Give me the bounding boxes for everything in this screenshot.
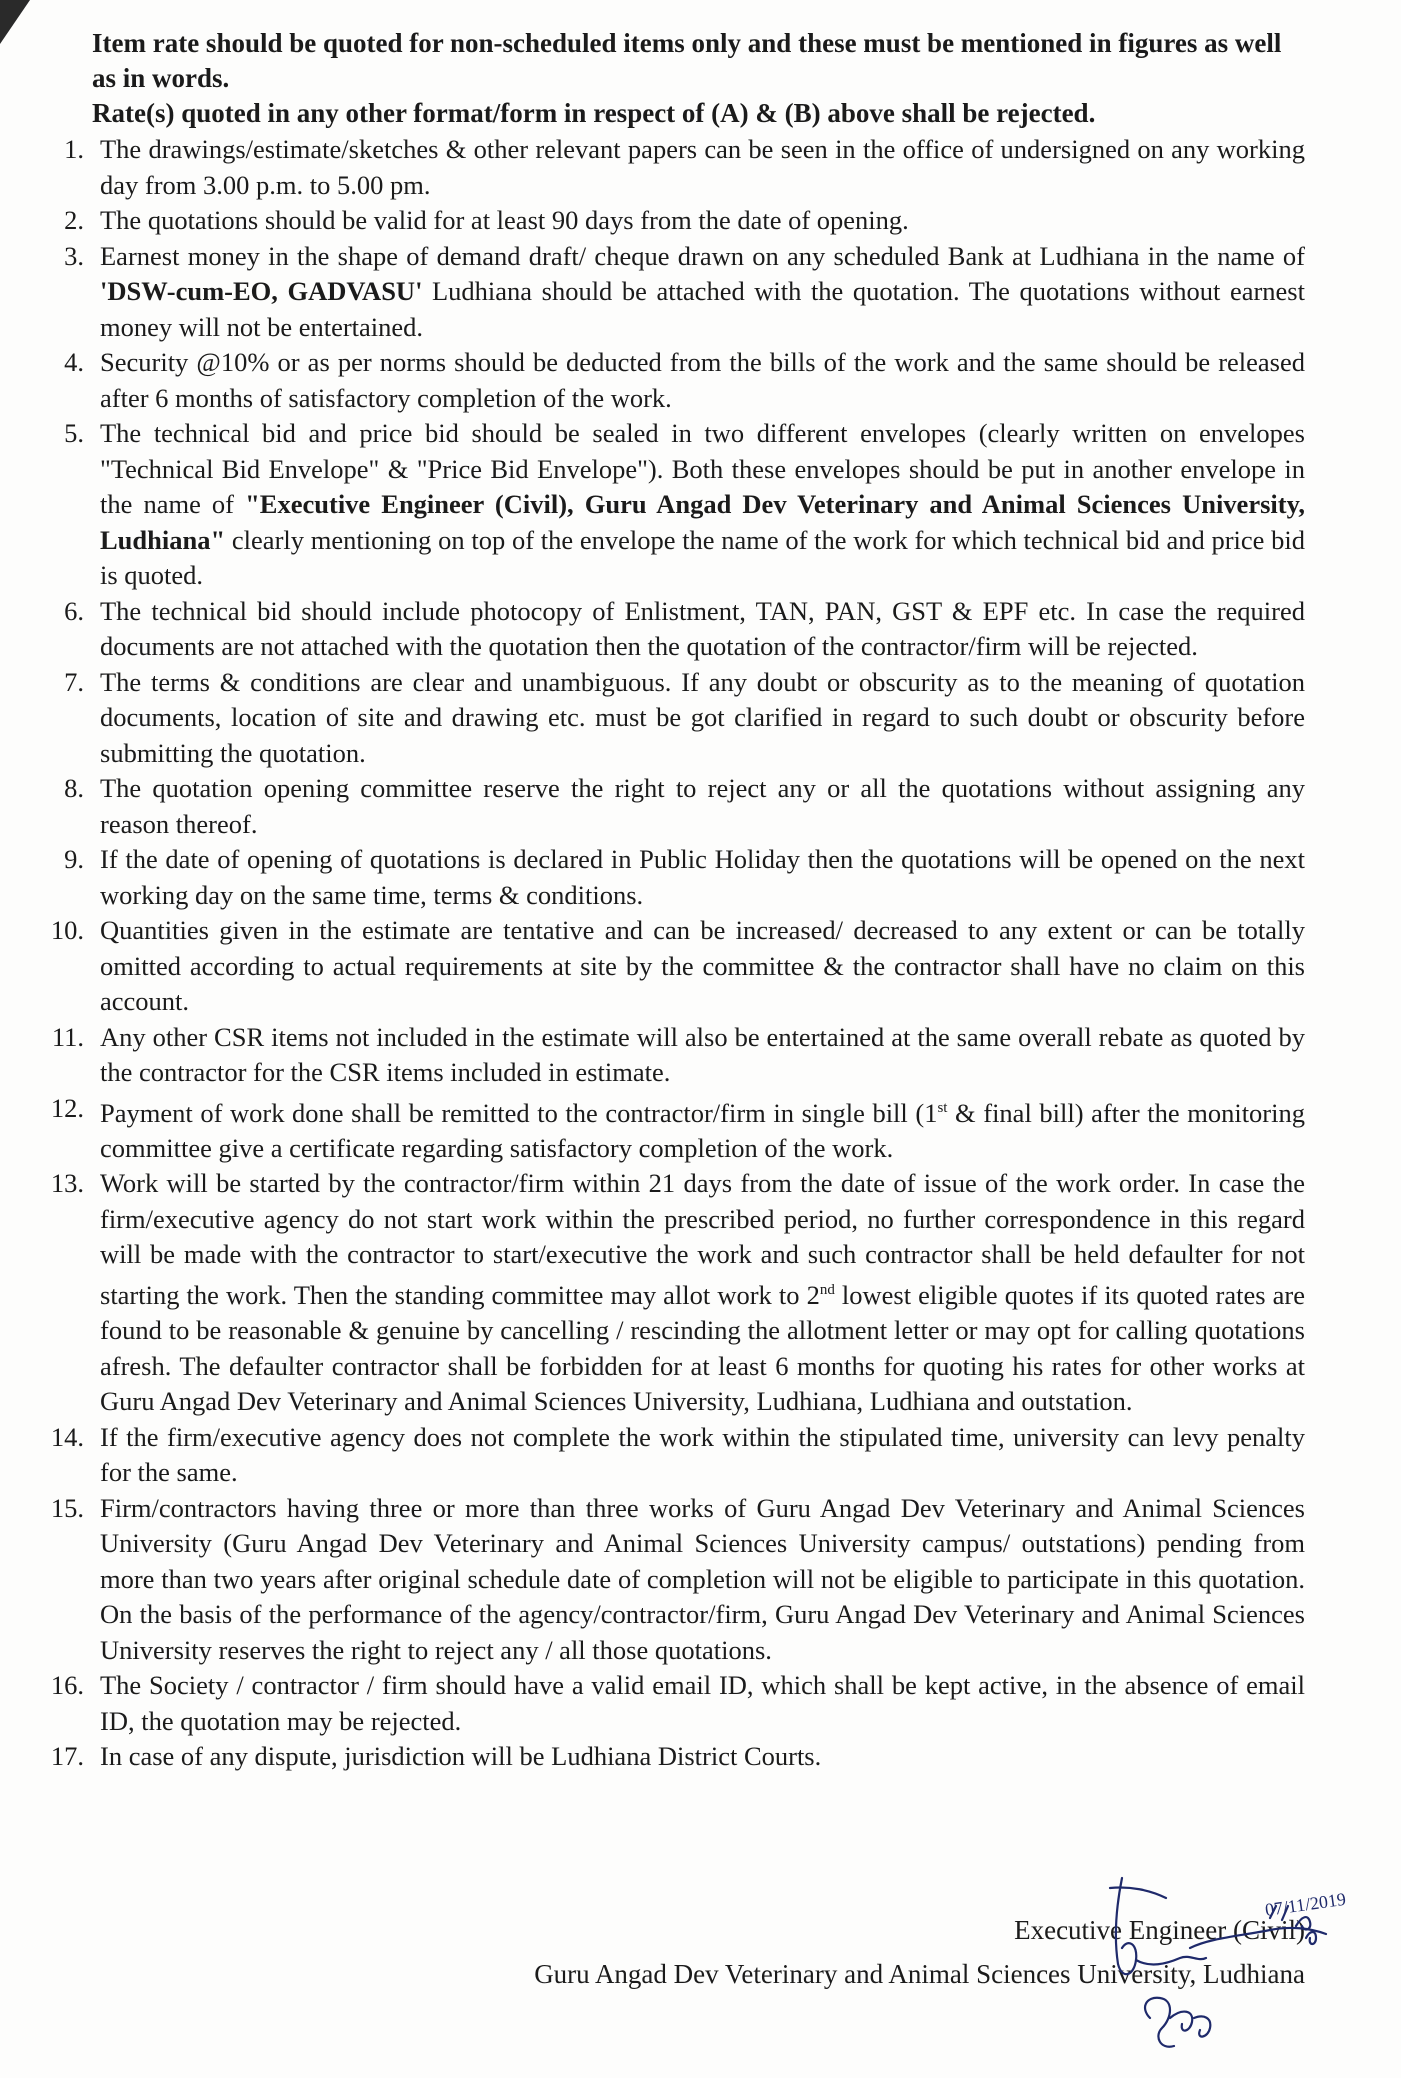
term-number: 15. <box>50 1492 84 1523</box>
term-item <box>40 1020 1305 1091</box>
term-number: 16. <box>50 1670 84 1701</box>
term-text-part: Work will be started by the contractor/firm within 21 days from the date of issue of the work order. In case the firm/executive agency do not start work within the prescribed period, no further correspondence in this regard will be made with the contractor to start/executive the work and such contractor shall be held defaulter for not starting the work. Then the standing committee may allot work to 2 <box>100 1168 1305 1310</box>
term-number: 5. <box>64 418 84 448</box>
term-text-part: & final bill) after the monitoring committee give a certificate regarding satisfactory completion of the work. <box>100 1097 1305 1163</box>
term-text-part: clearly mentioning on top of the envelope the name of the work for which technical bid and price bid is quoted. <box>100 524 1305 590</box>
term-item <box>40 842 1305 913</box>
term-number: 9. <box>64 844 84 874</box>
term-text: The quotations should be valid for at least 90 days from the date of opening. <box>100 205 909 235</box>
term-text <box>100 1091 1305 1167</box>
term-text: The technical bid should include photocopy of Enlistment, TAN, PAN, GST & EPF etc. In case the required documents are not attached with the quotation then the quotation of the contractor/firm will be rejected. <box>100 595 1305 661</box>
term-item <box>40 1166 1305 1419</box>
term-number: 10. <box>50 915 84 945</box>
term-text <box>100 416 1305 594</box>
term-number: 14. <box>50 1421 84 1452</box>
term-number: 7. <box>64 666 84 697</box>
term-item <box>40 1091 1305 1167</box>
term-number: 1. <box>64 134 84 164</box>
term-text: Quantities given in the estimate are tentative and can be increased/ decreased to any extent or can be totally omitted according to actual requirements at site by the committee & the contractor shall have no claim on this account. <box>100 915 1305 1016</box>
term-item <box>40 345 1305 416</box>
signature-date: 07/11/2019 <box>1263 1888 1348 1920</box>
term-item <box>40 665 1305 772</box>
term-item <box>40 1491 1305 1669</box>
term-text-part: The technical bid and price bid should be sealed in two different envelopes (clearly written on envelopes "Technical Bid Envelope" & "Price Bid Envelope"). Both these envelopes should be put in another envelope in the name of <box>100 418 1305 519</box>
term-item <box>40 132 1305 203</box>
signatory-designation: Executive Engineer (Civil) <box>1014 1915 1305 1945</box>
term-text <box>100 239 1305 346</box>
term-text: Any other CSR items not included in the estimate will also be entertained at the same overall rebate as quoted by the contractor for the CSR items included in estimate. <box>100 1021 1305 1087</box>
term-number: 17. <box>50 1741 84 1772</box>
term-number: 13. <box>50 1168 84 1199</box>
term-number: 8. <box>64 773 84 803</box>
term-number: 4. <box>64 347 84 377</box>
term-text-part: Payment of work done shall be remitted to the contractor/firm in single bill (1 <box>100 1097 938 1128</box>
term-text: The drawings/estimate/sketches & other relevant papers can be seen in the office of undersigned on any working day from 3.00 p.m. to 5.00 pm. <box>100 134 1305 200</box>
term-number: 6. <box>64 595 84 626</box>
term-item <box>40 594 1305 665</box>
term-text: If the date of opening of quotations is declared in Public Holiday then the quotations will be opened on the next working day on the same time, terms & conditions. <box>100 844 1305 910</box>
terms-list <box>40 132 1305 1775</box>
term-text: The terms & conditions are clear and unambiguous. If any doubt or obscurity as to the meaning of quotation documents, location of site and drawing etc. must be got clarified in regard to such doubt or obscurity before submitting the quotation. <box>100 666 1305 768</box>
term-item <box>40 239 1305 346</box>
term-text-part: Earnest money in the shape of demand draft/ cheque drawn on any scheduled Bank at Ludhiana in the name of <box>100 240 1305 271</box>
term-superscript: nd <box>819 1281 835 1298</box>
term-item <box>40 1739 1305 1775</box>
term-item <box>40 416 1305 594</box>
handwritten-signature <box>1070 1868 1350 2068</box>
term-superscript: st <box>937 1099 948 1116</box>
term-item <box>40 203 1305 239</box>
term-number: 12. <box>50 1092 84 1123</box>
term-text: The Society / contractor / firm should have a valid email ID, which shall be kept active, in the absence of email ID, the quotation may be rejected. <box>100 1670 1305 1736</box>
term-number: 2. <box>64 205 84 235</box>
term-text-part: Ludhiana should be attached with the quotation. The quotations without earnest money will not be entertained. <box>100 276 1305 342</box>
term-item <box>40 1420 1305 1491</box>
term-item <box>40 771 1305 842</box>
signatory-organization: Guru Angad Dev Veterinary and Animal Sciences University, Ludhiana <box>534 1959 1305 1989</box>
scan-corner-mark <box>0 0 30 44</box>
term-text <box>100 1166 1305 1419</box>
term-item <box>40 913 1305 1020</box>
term-number: 11. <box>51 1021 84 1052</box>
term-bold-text: "Executive Engineer (Civil), Guru Angad Dev Veterinary and Animal Sciences University, Ludhiana" <box>100 489 1305 555</box>
term-text-part: lowest eligible quotes if its quoted rates are found to be reasonable & genuine by cancelling / rescinding the allotment letter or may opt for calling quotations afresh. The defaulter contractor shall be forbidden for at least 6 months for quoting his rates for other works at Guru Angad Dev Veterinary and Animal Sciences University, Ludhiana, Ludhiana and outstation. <box>100 1279 1305 1417</box>
term-item <box>40 1668 1305 1739</box>
item-rate-note: Item rate should be quoted for non-scheduled items only and these must be mentioned in figures as well as in words. <box>92 28 1282 93</box>
header-notes <box>92 26 1302 131</box>
term-text: If the firm/executive agency does not complete the work within the stipulated time, university can levy penalty for the same. <box>100 1421 1305 1488</box>
term-text: In case of any dispute, jurisdiction will be Ludhiana District Courts. <box>100 1741 822 1772</box>
term-text: The quotation opening committee reserve the right to reject any or all the quotations without assigning any reason thereof. <box>100 773 1305 839</box>
term-bold-text: 'DSW-cum-EO, GADVASU' <box>100 276 423 306</box>
term-text: Security @10% or as per norms should be deducted from the bills of the work and the same should be released after 6 months of satisfactory completion of the work. <box>100 347 1305 413</box>
rate-format-note: Rate(s) quoted in any other format/form in respect of (A) & (B) above shall be rejected. <box>92 98 1096 128</box>
term-text: Firm/contractors having three or more than three works of Guru Angad Dev Veterinary and Animal Sciences University (Guru Angad Dev Veterinary and Animal Sciences University campus/ outstations) pending from more than two years after original schedule date of completion will not be eligible to participate in this quotation. On the basis of the performance of the agency/contractor/firm, Guru Angad Dev Veterinary and Animal Sciences University reserves the right to reject any / all those quotations. <box>100 1492 1305 1665</box>
term-number: 3. <box>64 240 84 271</box>
